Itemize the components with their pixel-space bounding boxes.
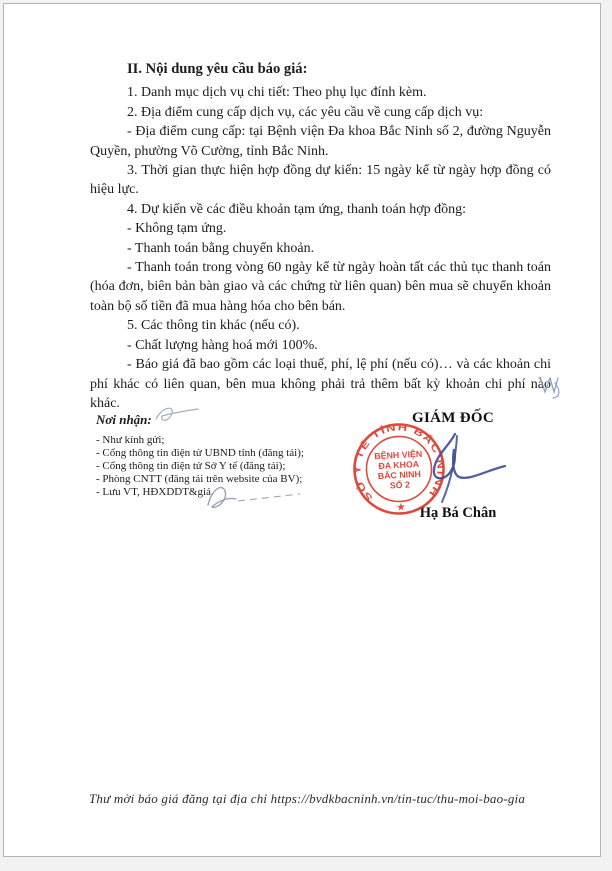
paragraph: - Không tạm ứng. (127, 221, 227, 237)
signature-stroke (434, 434, 505, 478)
initials-stroke (156, 408, 198, 420)
signer-role-title: GIÁM ĐỐC (412, 410, 494, 426)
signer-name: Hạ Bá Chân (419, 505, 497, 521)
recipient-item: - Cổng thông tin điện tử UBND tỉnh (đăng tải); (96, 447, 304, 459)
stamp-ring-text: SỞ Y TẾ TỈNH BẮC NINH (352, 422, 446, 504)
handwritten-initials-mark (146, 403, 206, 427)
paragraph: - Thanh toán bằng chuyển khoản. (127, 240, 315, 256)
dashed-line (238, 494, 300, 501)
paragraph: - Thanh toán trong vòng 60 ngày kể từ ngày hoàn tất các thủ tục thanh toán (hóa đơn, biên bản bàn giao và các chứng từ liên quan) bên mua sẽ chuyển khoản toàn bộ số tiền đã mua hàng hóa cho bên bán. (90, 260, 551, 314)
recipient-item: - Cổng thông tin điện tử Sở Y tế (đăng tải); (96, 460, 286, 472)
stamp-center-line: BỆNH VIỆN (374, 448, 423, 462)
footer-note: Thư mời báo giá đăng tại địa chỉ https://bvdkbacninh.vn/tin-tuc/thu-moi-bao-gia (89, 791, 526, 806)
recipient-item: - Lưu VT, HĐXDDT&giá. (96, 486, 214, 498)
stamp-center-line: SỐ 2 (389, 479, 411, 491)
stamp-star-icon: ★ (396, 501, 406, 513)
paragraph: - Báo giá đã bao gồm các loại thuế, phí, lệ phí (nếu có)… và các khoản chi phí khác có liên quan, bên mua không phải trả thêm bất kỳ khoản chi phí nào khác. (90, 357, 551, 411)
director-signature-ink (409, 424, 509, 509)
mark-stroke (540, 377, 558, 392)
recipient-item: - Như kính gửi; (96, 434, 165, 446)
recipients-label: Nơi nhận: (96, 412, 152, 427)
paragraph: 1. Danh mục dịch vụ chi tiết: Theo phụ lục đính kèm. (127, 85, 427, 101)
document-page (3, 3, 601, 857)
handwritten-check-mark (537, 371, 569, 401)
stamp-center-line: ĐA KHOA (378, 458, 420, 472)
document-body (90, 60, 551, 413)
paragraph: 2. Địa điểm cung cấp dịch vụ, các yêu cầu về cung cấp dịch vụ: (127, 104, 484, 120)
handwritten-initials-mark (192, 481, 307, 513)
paragraph: - Địa điểm cung cấp: tại Bệnh viện Đa khoa Bắc Ninh số 2, đường Nguyễn Quyền, phường Võ Cường, tỉnh Bắc Ninh. (90, 124, 551, 159)
paragraph: 3. Thời gian thực hiện hợp đồng dự kiến: 15 ngày kể từ ngày hợp đồng có hiệu lực. (90, 163, 551, 198)
paragraph: 5. Các thông tin khác (nếu có). (127, 318, 300, 334)
recipient-item: - Phòng CNTT (đăng tải trên website của BV); (96, 473, 303, 485)
stamp-center-line: BẮC NINH (377, 468, 422, 482)
initials-stroke (208, 487, 236, 507)
paragraph: 4. Dự kiến về các điều khoản tạm ứng, thanh toán hợp đồng: (127, 201, 467, 217)
paragraph: - Chất lượng hàng hoá mới 100%. (127, 337, 318, 353)
section-heading: II. Nội dung yêu cầu báo giá: (127, 61, 308, 77)
